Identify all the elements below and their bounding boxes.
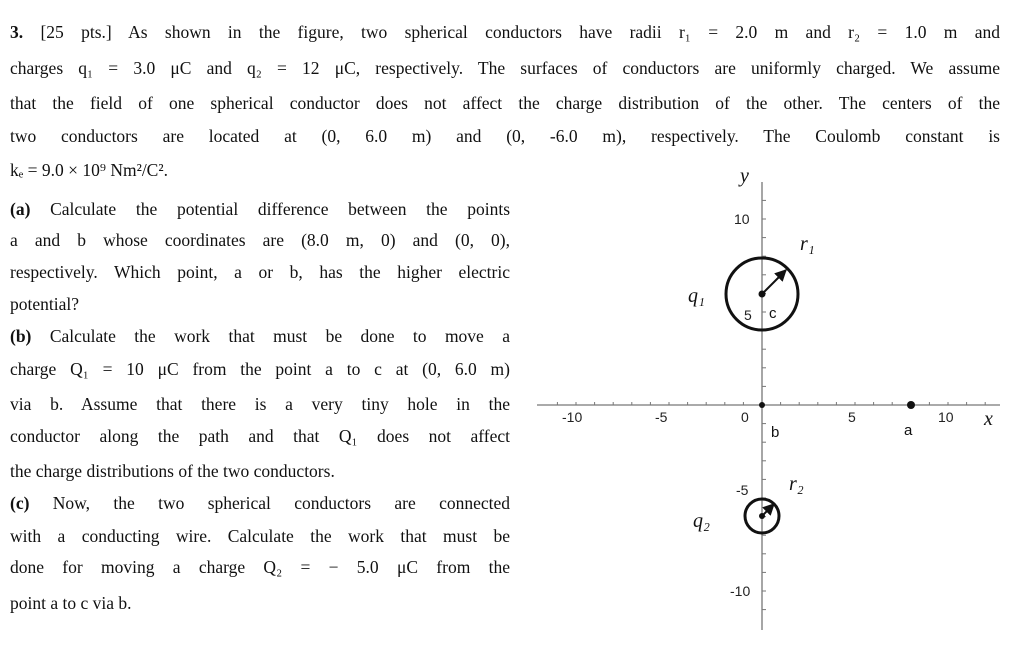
y-tick-label-5: 5 xyxy=(744,307,752,323)
part-c-line-4: point a to c via b. xyxy=(10,593,132,613)
y-axis-label: y xyxy=(740,165,749,187)
part-c-label: (c) xyxy=(10,493,30,513)
y-tick-label-neg5: -5 xyxy=(736,482,749,498)
part-b-label: (b) xyxy=(10,326,32,346)
problem-line-4: two conductors are located at (0, 6.0 m) and (0, -6.0 m), respectively. The Coulomb constant is xyxy=(10,126,1000,146)
part-a-label: (a) xyxy=(10,199,31,219)
part-b-line-1: (b) Calculate the work that must be done to move a xyxy=(10,326,511,346)
part-b-line-5: the charge distributions of the two conductors. xyxy=(10,461,335,481)
part-b-line-3: via b. Assume that there is a very tiny hole in the xyxy=(10,394,510,414)
part-a-line-4: potential? xyxy=(10,294,80,314)
part-a-line-3: respectively. Which point, a or b, has the higher electric xyxy=(10,262,510,282)
r1-label: r₁ xyxy=(800,233,815,255)
x-axis-label: x xyxy=(984,408,993,430)
y-tick-label-10: 10 xyxy=(734,211,750,227)
problem-text-1: As shown in the figure, two spherical conductors have radii r₁ = 2.0 m and r₂ = 1.0 m and xyxy=(128,22,1000,42)
point-b-marker xyxy=(759,402,765,408)
problem-line-5: kₑ = 9.0 × 10⁹ Nm²/C². xyxy=(10,160,168,180)
problem-line-3: that the field of one spherical conductor does not affect the charge distribution of the other. The centers of the xyxy=(10,93,1000,113)
part-a-line-2: a and b whose coordinates are (8.0 m, 0) and (0, 0), xyxy=(10,230,510,250)
part-c-line-2: with a conducting wire. Calculate the work that must be xyxy=(10,526,510,546)
part-b-line-2: charge Q₁ = 10 μC from the point a to c at (0, 6.0 m) xyxy=(10,359,510,379)
x-tick-label-neg5: -5 xyxy=(655,409,668,425)
q2-label: q₂ xyxy=(693,510,710,532)
x-tick-label-10: 10 xyxy=(938,409,954,425)
point-a-marker xyxy=(907,401,915,409)
problem-line-2: charges q₁ = 3.0 μC and q₂ = 12 μC, respectively. The surfaces of conductors are uniformly charged. We assume xyxy=(10,58,1000,78)
y-tick-label-neg10: -10 xyxy=(730,583,751,599)
radius-2-arrow xyxy=(762,504,774,516)
part-c-line-3: done for moving a charge Q₂ = − 5.0 μC from the xyxy=(10,557,510,577)
part-c-line-1: (c) Now, the two spherical conductors are connected xyxy=(10,493,511,513)
radius-1-arrow xyxy=(762,270,786,294)
part-b-line-4: conductor along the path and that Q₁ does not affect xyxy=(10,426,510,446)
part-a-line-1: (a) Calculate the potential difference between the points xyxy=(10,199,511,219)
point-b-label: b xyxy=(771,424,780,441)
x-tick-label-0: 0 xyxy=(741,409,749,425)
point-c-label: c xyxy=(769,305,777,322)
q1-label: q₁ xyxy=(688,285,705,307)
problem-number: 3. xyxy=(10,22,24,42)
r2-label: r₂ xyxy=(789,473,804,495)
x-tick-label-5: 5 xyxy=(848,409,856,425)
point-a-label: a xyxy=(904,422,913,439)
x-tick-label-neg10: -10 xyxy=(562,409,583,425)
problem-points: [25 pts.] xyxy=(40,22,112,42)
